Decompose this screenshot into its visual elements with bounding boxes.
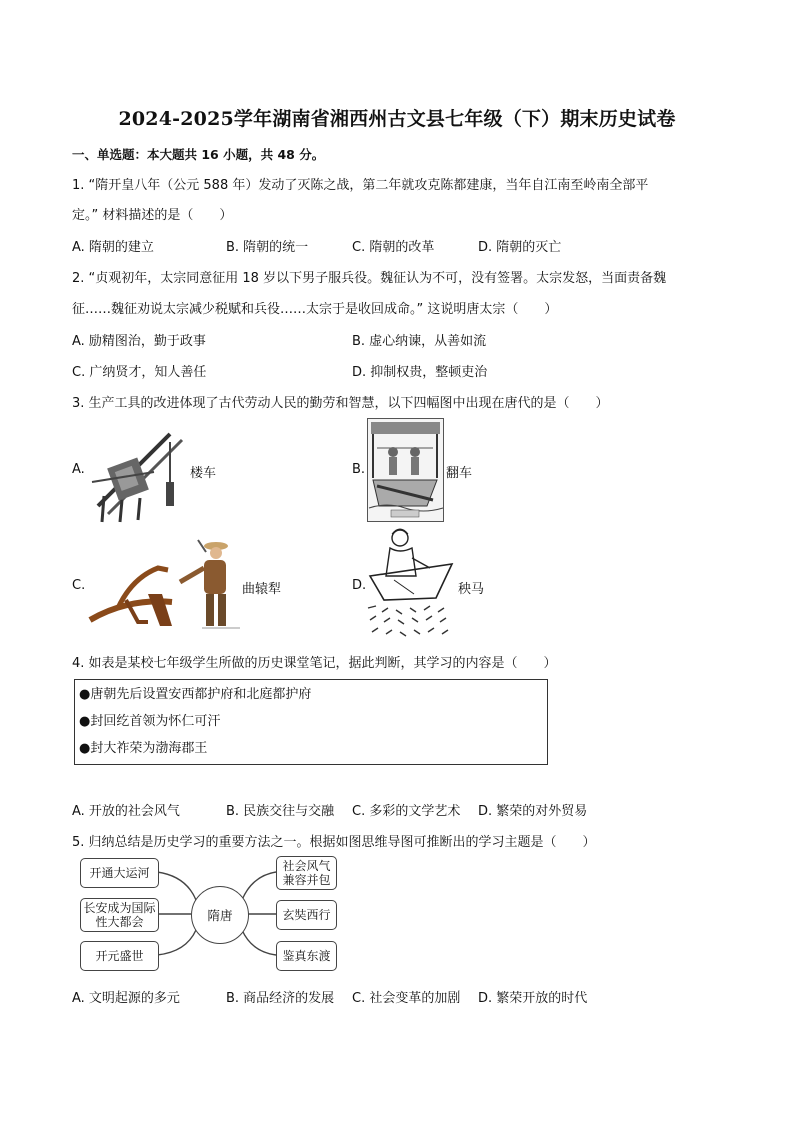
- q2-option-b[interactable]: B. 虚心纳谏，从善如流: [352, 334, 487, 349]
- q2-stem-line1: 2. “贞观初年，太宗同意征用 18 岁以下男子服兵役。魏征认为不可，没有签署。太宗发怒，当面责备魏: [72, 271, 667, 286]
- q2-option-a[interactable]: A. 励精图治，勤于政事: [72, 334, 206, 349]
- q4-note-1: ●唐朝先后设置安西都护府和北庭都护府: [79, 687, 312, 702]
- mindmap-center-sui-tang: 隋唐: [191, 886, 249, 944]
- q4-option-b[interactable]: B. 民族交往与交融: [226, 804, 335, 819]
- q4-option-d[interactable]: D. 繁荣的对外贸易: [478, 804, 588, 819]
- q5-option-c[interactable]: C. 社会变革的加剧: [352, 991, 461, 1006]
- q1-option-a[interactable]: A. 隋朝的建立: [72, 240, 154, 255]
- q3-caption-c: 曲辕犁: [242, 582, 282, 597]
- q3-stem: 3. 生产工具的改进体现了古代劳动人民的勤劳和智慧，以下四幅图中出现在唐代的是（ ）: [72, 396, 609, 411]
- mindmap-node-jianzhen: 鉴真东渡: [276, 941, 337, 971]
- q3-caption-a: 楼车: [190, 466, 217, 481]
- q5-option-d[interactable]: D. 繁荣开放的时代: [478, 991, 588, 1006]
- q4-option-a[interactable]: A. 开放的社会风气: [72, 804, 180, 819]
- q4-note-3: ●封大祚荣为渤海郡王: [79, 741, 208, 756]
- q4-note-2: ●封回纥首领为怀仁可汗: [79, 714, 221, 729]
- q1-option-d[interactable]: D. 隋朝的灭亡: [478, 240, 562, 255]
- q1-option-c[interactable]: C. 隋朝的改革: [352, 240, 435, 255]
- q5-option-a[interactable]: A. 文明起源的多元: [72, 991, 180, 1006]
- q3-option-a-letter[interactable]: A.: [72, 462, 85, 477]
- q3-caption-d: 秧马: [458, 582, 485, 597]
- q1-stem-line2: 定。” 材料描述的是（ ）: [72, 208, 233, 223]
- q2-stem-line2: 征……魏征劝说太宗减少税赋和兵役……太宗于是收回成命。” 这说明唐太宗（ ）: [72, 302, 558, 317]
- q4-stem: 4. 如表是某校七年级学生所做的历史课堂笔记，据此判断，其学习的内容是（ ）: [72, 656, 557, 671]
- mindmap-node-xuanzang: 玄奘西行: [276, 900, 337, 930]
- q1-stem-line1: 1. “隋开皇八年（公元 588 年）发动了灭陈之战，第二年就攻克陈都建康，当年自江南至岭南全部平: [72, 178, 649, 193]
- q3-option-c-letter[interactable]: C.: [72, 578, 86, 593]
- q5-stem: 5. 归纳总结是历史学习的重要方法之一。根据如图思维导图可推断出的学习主题是（ ）: [72, 835, 596, 850]
- q4-option-c[interactable]: C. 多彩的文学艺术: [352, 804, 461, 819]
- q3-caption-b: 翻车: [446, 466, 473, 481]
- section-label: 一、单选题：本大题共 16 小题，共 48 分。: [72, 147, 325, 162]
- q1-option-b[interactable]: B. 隋朝的统一: [226, 240, 309, 255]
- q2-option-d[interactable]: D. 抑制权贵，整顿吏治: [352, 365, 488, 380]
- mindmap-node-social-atmosphere: 社会风气兼容并包: [276, 856, 337, 890]
- mindmap-node-kaiyuan: 开元盛世: [80, 941, 159, 971]
- q2-option-c[interactable]: C. 广纳贤才，知人善任: [72, 365, 207, 380]
- page-title: 2024-2025学年湖南省湘西州古文县七年级（下）期末历史试卷: [118, 108, 676, 130]
- q3-option-d-letter[interactable]: D.: [352, 578, 367, 593]
- q5-option-b[interactable]: B. 商品经济的发展: [226, 991, 335, 1006]
- mindmap-node-grand-canal: 开通大运河: [80, 858, 159, 888]
- q3-option-b-letter[interactable]: B.: [352, 462, 366, 477]
- mindmap-node-changan: 长安成为国际性大都会: [80, 898, 159, 932]
